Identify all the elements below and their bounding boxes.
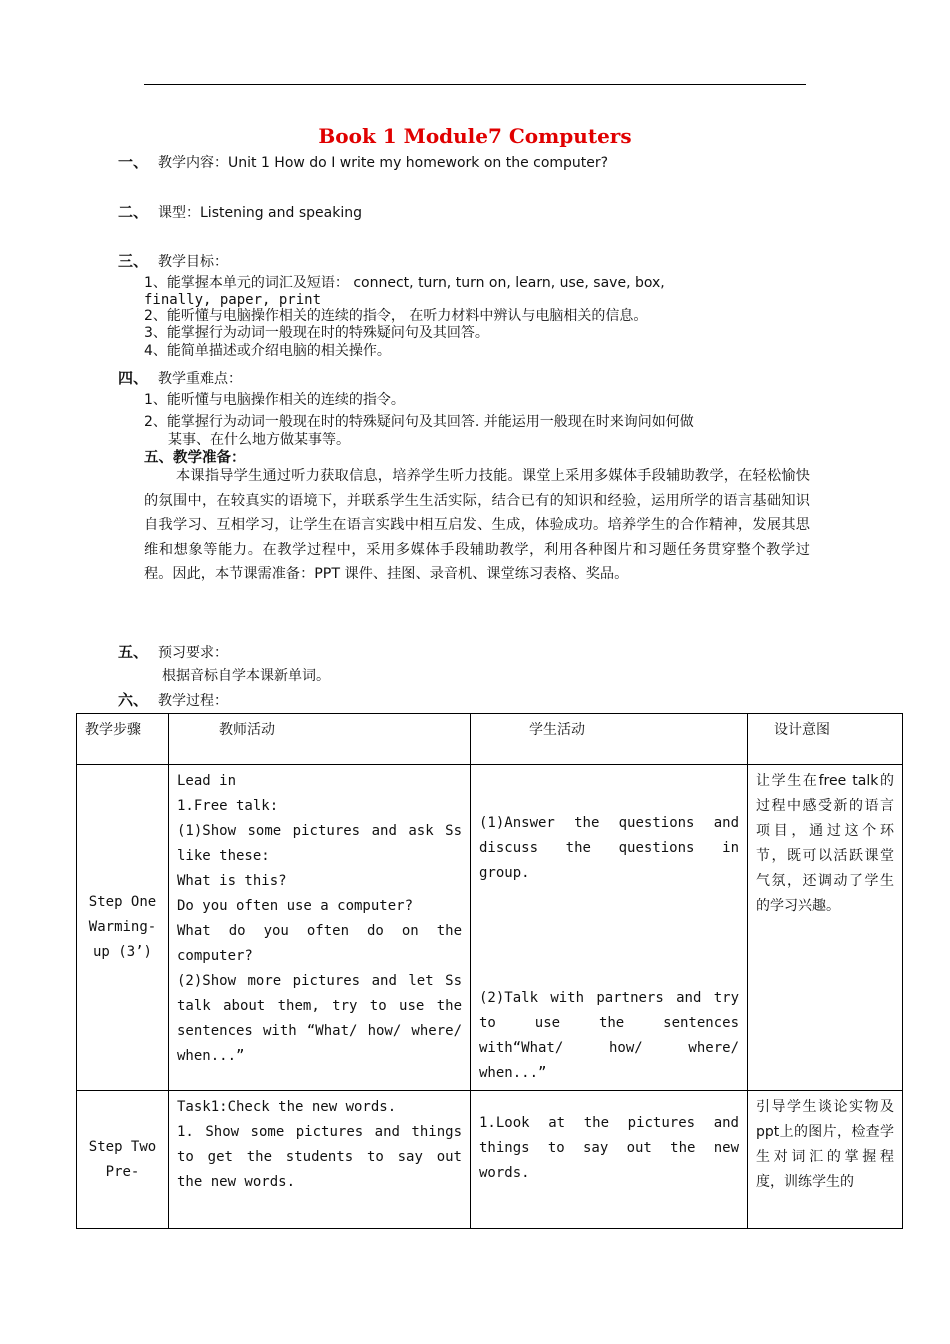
preview-content: 根据音标自学本课新单词。 [162,668,330,684]
student-line: (2)Talk with partners and try to use the sentences with“What/ how/ where/ when...” [479,990,739,1081]
teacher-line: (2)Show more pictures and let Ss talk about them, try to use the sentences with “What/ how/ where/ when...” [177,973,462,1064]
section-6 [118,691,228,710]
page-title: Book 1 Module7 Computers [318,124,632,148]
teacher-line: 1. Show some pictures and things to get the students to say out the new words. [177,1124,462,1190]
objective-item: 4、能简单描述或介绍电脑的相关操作。 [144,343,391,359]
keypoint-item: 2、能掌握行为动词一般现在时的特殊疑问句及其回答. 并能运用一般现在时来询问如何做 [144,414,694,430]
teacher-line: Task1:Check the new words. [177,1099,397,1115]
section-3 [118,252,228,271]
section-3-number: 三、 [118,252,149,270]
teacher-line: 1.Free talk: [177,798,279,814]
section-5b-text: 预习要求： [158,645,228,661]
section-6-text: 教学过程： [158,693,228,709]
intent-cell: 让学生在free talk的过程中感受新的语言项目，通过这个环节，既可以活跃课堂气氛，还调动了学生的学习兴趣。 [748,765,903,1091]
objective-item: finally, paper, print [144,292,322,308]
header-teacher: 教师活动 [169,714,471,765]
section-2-number: 二、 [118,203,149,221]
step-cell: Step Two Pre- [77,1091,169,1229]
section-2 [118,203,362,222]
student-cell [471,765,748,1091]
section-6-number: 六、 [118,691,149,709]
section-3-text: 教学目标： [158,254,228,270]
table-row [77,1091,903,1229]
table-row [77,765,903,1091]
preparation-text: 本课指导学生通过听力获取信息，培养学生听力技能。课堂上采用多媒体手段辅助教学，在轻松愉快的氛围中，在较真实的语境下，并联系学生生活实际，结合已有的知识和经验，运用所学的语言基础知识自我学习、互相学习，让学生在语言实践中相互启发、生成，体验成功。培养学生的合作精神，发展其思维和想象等能力。在教学过程中，采用多媒体手段辅助教学，利用各种图片和习题任务贯穿整个教学过程。因此，本节课需准备：PPT 课件、挂图、录音机、课堂练习表格、奖品。 [144,468,810,583]
keypoint-item: 某事、在什么地方做某事等。 [168,432,350,448]
preparation-heading: 五、教学准备： [144,450,246,466]
section-4 [118,369,242,388]
objective-item: 3、能掌握行为动词一般现在时的特殊疑问句及其回答。 [144,325,489,341]
section-5b [118,643,228,662]
teacher-line: Lead in [177,773,237,789]
header-student: 学生活动 [471,714,748,765]
preparation-paragraph [144,464,810,587]
process-table [76,713,903,1229]
teacher-cell [169,1091,471,1229]
section-4-number: 四、 [118,369,149,387]
teacher-line: What do you often do on the computer? [177,923,462,964]
section-4-text: 教学重难点： [158,371,242,387]
intent-cell: 引导学生谈论实物及ppt上的图片，检查学生对词汇的掌握程度，训练学生的 [748,1091,903,1229]
header-intent: 设计意图 [748,714,903,765]
step-cell: Step One Warming-up (3’) [77,765,169,1091]
student-line: 1.Look at the pictures and things to say out the new words. [479,1115,739,1181]
teacher-line: (1)Show some pictures and ask Ss like these: [177,823,462,864]
section-2-text: 课型：Listening and speaking [158,205,362,221]
section-1 [118,153,608,172]
teacher-line: Do you often use a computer? [177,898,414,914]
objective-item: 1、能掌握本单元的词汇及短语： connect, turn, turn on, learn, use, save, box, [144,275,665,291]
section-5b-number: 五、 [118,643,149,661]
student-cell [471,1091,748,1229]
keypoint-item: 1、能听懂与电脑操作相关的连续的指令。 [144,392,405,408]
header-step: 教学步骤 [77,714,169,765]
teacher-cell [169,765,471,1091]
table-header-row [77,714,903,765]
teacher-line: What is this? [177,873,287,889]
student-line: (1)Answer the questions and discuss the questions in group. [479,815,739,881]
section-1-number: 一、 [118,153,149,171]
header-rule [144,84,806,85]
objective-item: 2、能听懂与电脑操作相关的连续的指令， 在听力材料中辨认与电脑相关的信息。 [144,308,648,324]
section-1-text: 教学内容：Unit 1 How do I write my homework on the computer? [158,155,609,171]
